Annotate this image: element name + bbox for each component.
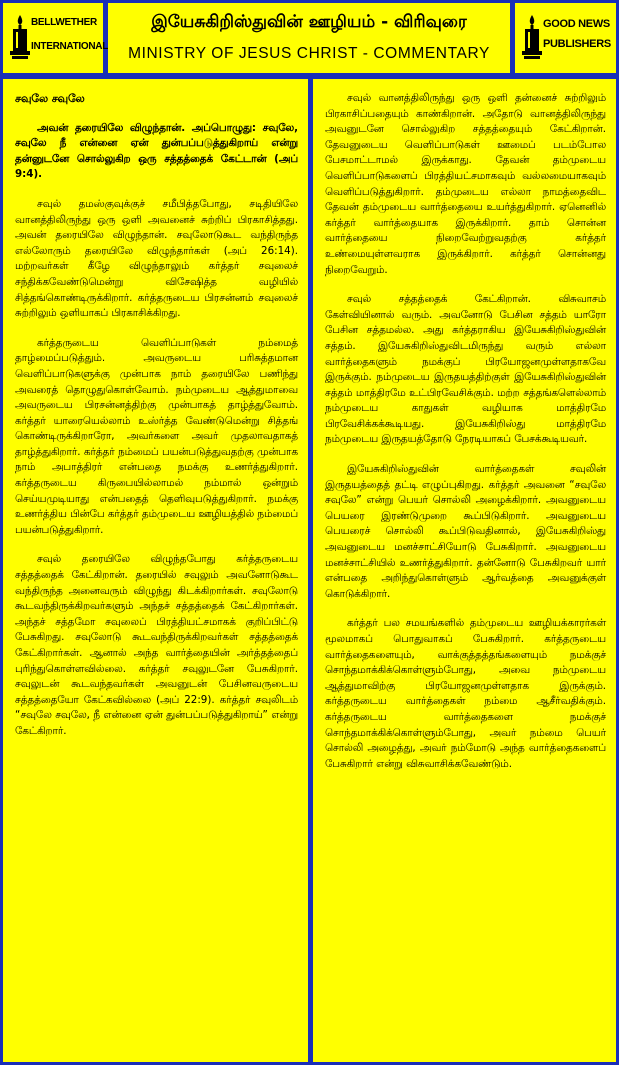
right-column bbox=[313, 79, 616, 1062]
right-paragraph-2: சவுல் சத்தத்தைக் கேட்கிறான். விசுவாசம் கேள்வியினால் வரும். அவனோடு பேசின சத்தம் யாரோ பேசின சத்தமல்ல. அது கர்த்தராகிய இயேசுகிறிஸ்துவின் சத்தம். இயேசுகிறிஸ்துவிடமிருந்து வரும் எல்லா வார்த்தைகளும் நமக்குப் பிரயோஜனமுள்ளதாகவே இருக்கும். நம்முடைய இருதயத்திற்குள் இயேசுகிறிஸ்துவின் சத்தம் மாத்திரமே உட்பிரவேசிக்கும். மற்ற சத்தங்களெல்லாம் நம்முடைய காதுகள் வழியாக மாத்திரமே பிரவேசிக்கக்கூடியது. இயேசுகிறிஸ்து மாத்திரமே நம்முடைய இருதயத்தோடு நேரடியாகப் பேசக்கூடியவர். bbox=[325, 293, 606, 446]
candle-icon bbox=[521, 13, 543, 63]
right-publisher-box bbox=[515, 3, 616, 73]
left-publisher-line1: BELLWETHER bbox=[31, 17, 97, 28]
title-tamil: இயேசுகிறிஸ்துவின் ஊழியம் - விரிவுரை bbox=[151, 12, 467, 32]
right-paragraph-1: சவுல் வானத்திலிருந்து ஒரு ஒளி தன்னைச் சுற்றிலும் பிரகாசிப்பதையும் காண்கிறான். அதோடு வானத்திலிருந்து அவனுடனே சொல்லுகிற சத்தத்தையும் கேட்கிறான். தேவனுடைய வெளிப்பாடுகள் ஊமைப் படம்போல பேசமாட்டாமல் இருக்காது. தேவன் தம்முடைய வெளிப்பாடுகளைப் பிரத்தியட்சமாகவும் வல்லமையாகவும் வெளிப்படுத்துகிறார். தம்முடைய எல்லா நாமத்தைவிட தேவன் தம்முடைய வார்த்தையை உயர்த்துகிறார். ஏனெனில் கர்த்தர் வார்த்தையாக இருக்கிறார். தாம் சொன்ன வார்த்தையை நிறைவேற்றுவதற்கு கர்த்தர் உண்மையுள்ளவராக இருக்கிறார். கர்த்தர் சொன்னது நிறைவேறும். bbox=[325, 92, 606, 276]
article-title: சவுலே சவுலே bbox=[15, 92, 85, 105]
title-box bbox=[108, 3, 510, 73]
left-paragraph-2: கர்த்தருடைய வெளிப்பாடுகள் நம்மைத் தாழ்மைப்படுத்தும். அவருடைய பரிசுத்தமான வெளிப்பாடுகளுக்கு முன்பாக நாம் தரையிலே பணிந்து அவரைத் தொழுதுகொள்வோம். நம்முடைய ஆத்துமாவை அவருடைய பிரசன்னத்திற்கு முன்பாகத் தாழ்த்துவோம். கர்த்தர் யாரையெல்லாம் உஸ்ர்த்த வேண்டுமென்று சித்தங் கொண்டிருக்கிறாரோ, அவர்களை அவர் முதலாவதாகத் தாழ்த்துகிறார். கர்த்தர் நம்மைப் பயன்படுத்துவதற்கு முன்பாக நாம் அபாத்திரர் என்பதை நமக்கு உணர்த்துகிறார். கர்த்தருடைய கிருபையில்லாமல் நம்மால் ஒன்றும் செய்யமுடியாது என்பதைத் தெளிவுபடுத்துகிறார். நமக்கு உணர்த்திய பின்பே கர்த்தர் தம்முடைய ஊழியத்தில் நம்மைப் பயன்படுத்துகிறார். bbox=[15, 336, 298, 536]
right-publisher-line1: GOOD NEWS bbox=[543, 18, 610, 30]
good-news-logo bbox=[521, 13, 611, 65]
left-column bbox=[3, 79, 308, 1062]
candle-icon bbox=[9, 13, 31, 63]
right-publisher-line2: PUBLISHERS bbox=[543, 38, 611, 50]
left-paragraph-1: சவுல் தமஸ்குவுக்குச் சமீபித்தபோது, சடிதியிலே வானத்திலிருந்து ஒரு ஒளி அவனைச் சுற்றிப் பிரகாசித்தது. அவன் தரையிலே விழுந்தான். சவுலோடுகூட வந்திருந்த எல்லோரும் தரையிலே விழுந்தார்கள் (அப் 26:14). மற்றவர்கள் கீழே விழுந்தாலும் கர்த்தர் சவுலைச் சந்திக்கவேண்டுமென்று விசேஷித்த வழியில் சித்தங்கொண்டிருக்கிறார். கர்த்தருடைய பிரசன்னம் சவுலைச் சுற்றிலும் ஒளியாகப் பிரகாசிக்கிறது. bbox=[15, 197, 298, 320]
right-paragraph-4: கர்த்தர் பல சமயங்களில் தம்முடைய ஊழியக்காரர்கள் மூலமாகப் பொதுவாகப் பேசுகிறார். கர்த்தருடைய வார்த்தைகளையும், வாக்குத்தத்தங்களையும் நமக்குச் சொந்தமாக்கிக்கொள்ளும்போது, அவை நம்முடைய ஆத்துமாவிற்கு பிரயோஜனமுள்ளதாக இருக்கும். கர்த்தருடைய வார்த்தைகள் நம்மை ஆசீர்வதிக்கும். கர்த்தருடைய வார்த்தைகளை நமக்குச் சொந்தமாக்கிக்கொள்ளும்போது, அவர் நம்மை பெயர் சொல்லி அழைத்து, அவர் நம்மோடு அந்த வார்த்தைகளைப் பேசுகிறார் என்று விசுவாசிக்கவேண்டும். bbox=[325, 617, 606, 770]
left-publisher-box bbox=[3, 3, 109, 73]
left-publisher-line2: INTERNATIONAL bbox=[31, 41, 109, 52]
bellwether-logo bbox=[9, 13, 109, 65]
left-paragraph-3: சவுல் தரையிலே விழுந்தபோது கர்த்தருடைய சத்தத்தைக் கேட்கிறான். தரையில் சவுலும் அவனோடுகூட வந்திருந்த அனைவரும் விழுந்து கிடக்கிறார்கள். சவுலோடு கூடவந்திருக்கிறவர்களும் அந்தச் சத்தத்தைக் கேட்கிறார்கள். அந்தச் சத்தமோ சவுலைப் பிரத்தியட்சமாகக் குறிப்பிட்டு பேசுகிறது. சவுலோடு கூடவந்திருக்கிறவர்கள் சத்தத்தைக் கேட்கிறார்கள். ஆனால் அந்த வார்த்தையின் அர்த்தத்தைப் புரிந்துகொள்ளவில்லை. கர்த்தர் சவுலுடனே பேசுகிறார். சவுலுடன் கூடவந்தவர்கள் அவனுடன் பேசினவருடைய சத்தத்தையோ கேட்கவில்லை (அப் 22:9). கர்த்தர் சவுலிடம் “சவுலே சவுலே, நீ என்னை ஏன் துன்பப்படுத்துகிறாய்” என்று கேட்கிறார். bbox=[15, 553, 298, 737]
right-paragraph-3: இயேசுகிறிஸ்துவின் வார்த்தைகள் சவுலின் இருதயத்தைத் தட்டி எழுப்புகிறது. கர்த்தர் அவனை “சவுலே சவுலே” என்று பெயர் சொல்லி அழைக்கிறார். அவனுடைய பெயரை இரண்டுமுறை கூப்பிடுகிறார். அவனுடைய பெயரைச் சொல்லி கூப்பிடுவதினால், இயேசுகிறிஸ்து அவனுடைய மனச்சாட்சியோடு பேசுகிறார். அவனுடைய மனச்சாட்சியில் உணர்த்துகிறார். தன்னோடு பேசுகிறவர் யார் என்பதை அறிந்துகொள்ளும் ஆர்வத்தை அவனுக்குள் கொடுக்கிறார். bbox=[325, 463, 606, 600]
article-lead-verse: அவன் தரையிலே விழுந்தான். அப்பொழுது: சவுலே, சவுலே நீ என்னை ஏன் துன்பப்படுத்துகிறாய் என்று தன்னுடனே சொல்லுகிற ஒரு சத்தத்தைக் கேட்டான் (அப் 9:4). bbox=[15, 121, 298, 181]
title-english: MINISTRY OF JESUS CHRIST - COMMENTARY bbox=[128, 45, 490, 62]
